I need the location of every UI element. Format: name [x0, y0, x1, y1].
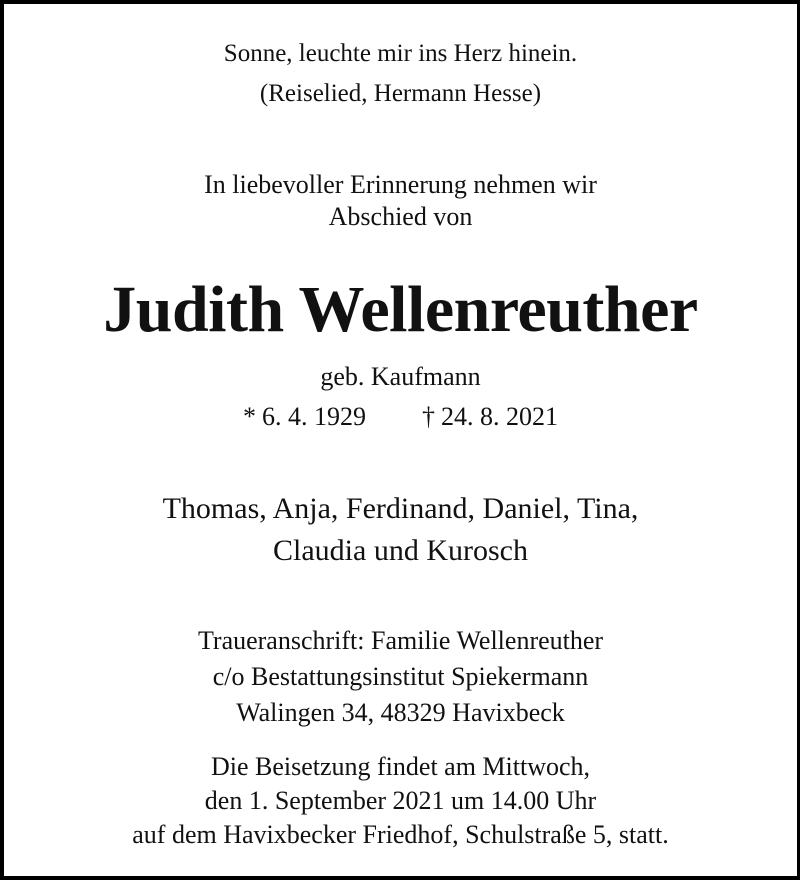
quote-source: (Reiselied, Hermann Hesse): [259, 80, 542, 107]
intro-line-1: In liebevoller Erinnerung nehmen wir: [204, 170, 597, 199]
burial-line-2: den 1. September 2021 um 14.00 Uhr: [204, 786, 597, 815]
burial-line-1: Die Beisetzung findet am Mittwoch,: [210, 752, 591, 781]
death-date: 24. 8. 2021: [441, 402, 558, 431]
mourners-line-2: Claudia und Kurosch: [273, 534, 528, 567]
death-date-group: [422, 402, 558, 432]
deceased-name: Judith Wellenreuther: [103, 273, 698, 346]
maiden-name: geb. Kaufmann: [320, 362, 481, 391]
quote-text: Sonne, leuchte mir ins Herz hinein.: [223, 40, 578, 67]
birth-date: 6. 4. 1929: [262, 402, 366, 431]
address-line-1: Traueranschrift: Familie Wellenreuther: [197, 626, 604, 655]
birth-date-group: [243, 402, 366, 432]
death-cross-icon: †: [422, 402, 435, 431]
address-line-2: c/o Bestattungsinstitut Spiekermann: [212, 662, 589, 691]
address-line-3: Walingen 34, 48329 Havixbeck: [236, 698, 565, 727]
birth-star-icon: *: [243, 402, 256, 431]
burial-line-3: auf dem Havixbecker Friedhof, Schulstraße 5, statt.: [132, 820, 669, 849]
life-dates: [4, 402, 797, 432]
intro-line-2: Abschied von: [328, 202, 473, 231]
mourners-line-1: Thomas, Anja, Ferdinand, Daniel, Tina,: [162, 492, 639, 525]
